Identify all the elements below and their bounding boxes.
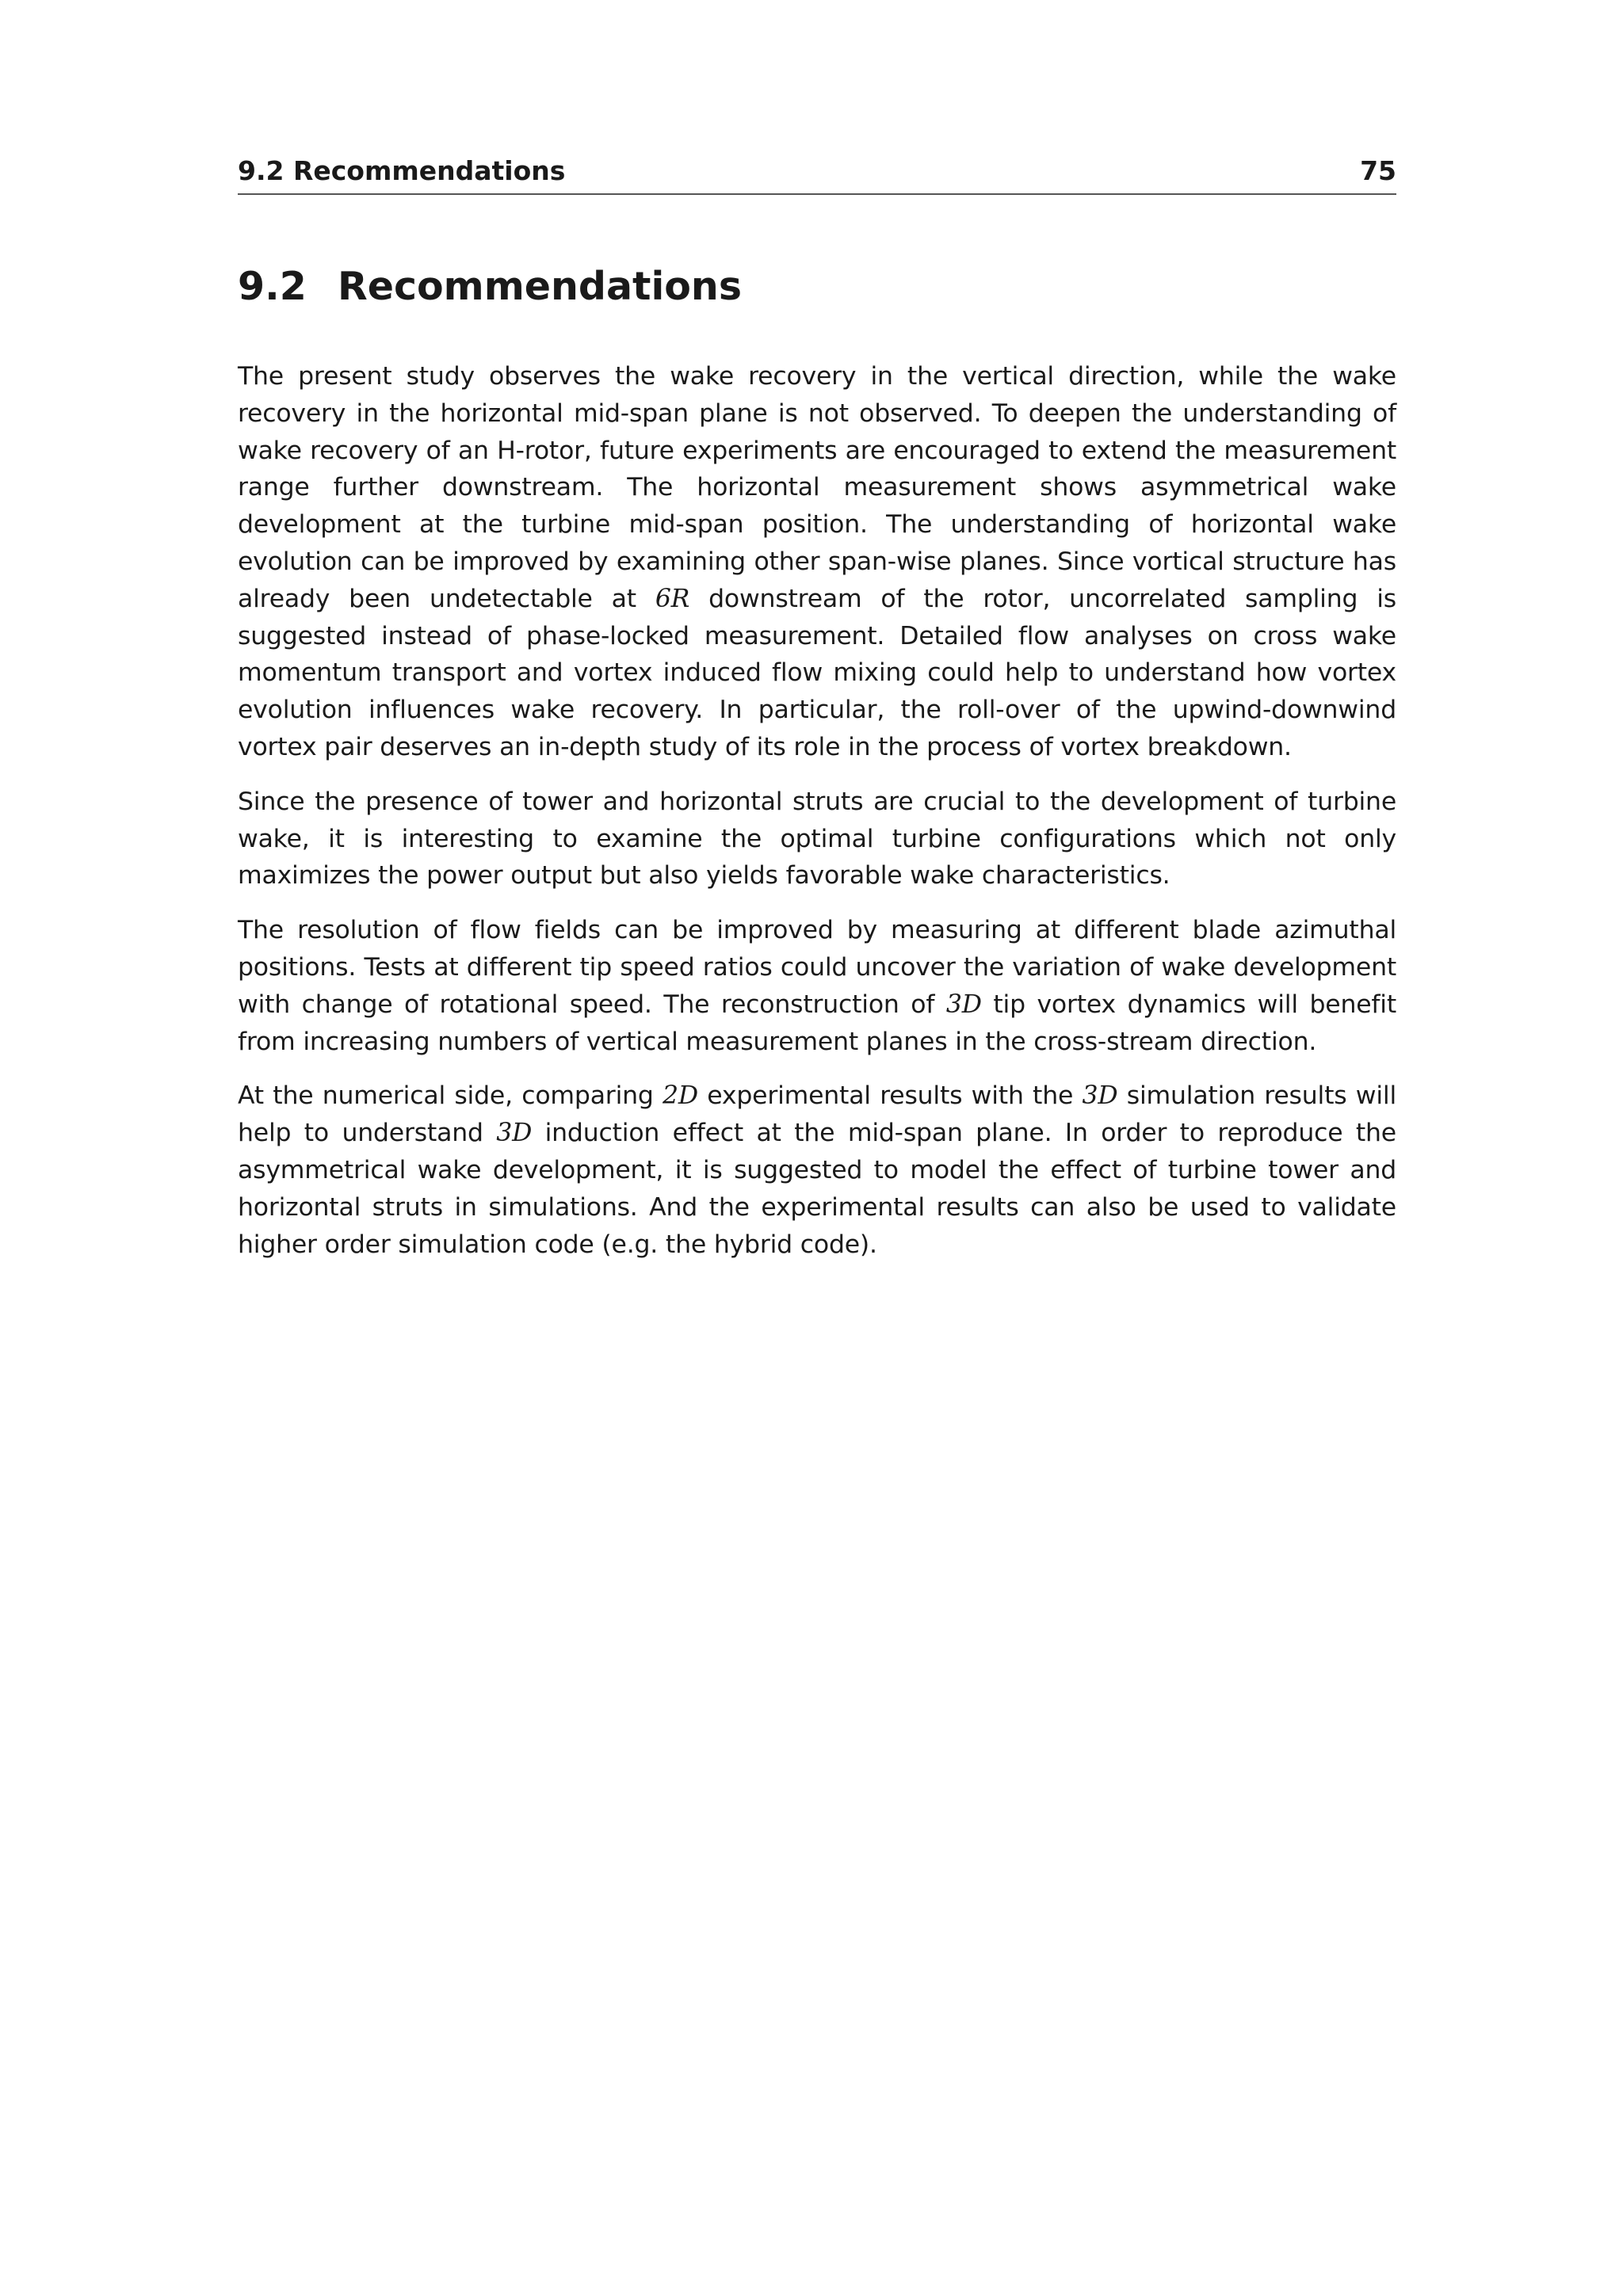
paragraph-1 [238, 358, 1396, 766]
paragraph-4-text-b: experimental results with the [697, 1081, 1083, 1111]
math-3d: 3D [1082, 1081, 1118, 1111]
paragraph-4-text-a: At the numerical side, comparing [238, 1081, 663, 1111]
paragraph-3 [238, 912, 1396, 1060]
paragraph-1-text-a: The present study observes the wake recovery in the vertical direction, while the wake recovery in the horizontal mid-span plane is not observed. To deepen the understanding of wake recovery of an H-rotor, future experiments are encouraged to extend the measurement range further downstream. The horizontal measurement shows asymmetrical wake development at the turbine mid-span position. The understanding of horizontal wake evolution can be improved by examining other span-wise planes. Since vortical structure has already been undetectable at [238, 362, 1396, 613]
body-text [238, 358, 1396, 1263]
page-number: 75 [1360, 155, 1396, 186]
paragraph-2 [238, 784, 1396, 894]
paragraph-4-text-d: induction effect at the mid-span plane. In order to reproduce the asymmetrical wake development, it is suggested to model the effect of turbine tower and horizontal struts in simulations. And the experimental results can also be used to validate higher order simulation code (e.g. the hybrid code). [238, 1119, 1396, 1259]
math-2d: 2D [663, 1081, 698, 1111]
paragraph-4 [238, 1077, 1396, 1263]
page [238, 155, 1396, 1280]
paragraph-3-text-a: The resolution of flow fields can be improved by measuring at different blade azimuthal positions. Tests at different tip speed ratios could uncover the variation of wake development with change of rotational speed. The reconstruction of [238, 916, 1396, 1019]
paragraph-4-text-c: simulation results will help to understand [238, 1081, 1396, 1148]
paragraph-1-text-b: downstream of the rotor, uncorrelated sampling is suggested instead of phase-locked measurement. Detailed flow analyses on cross wake momentum transport and vortex induced flow mixing could help to understand how vortex evolution influences wake recovery. In particular, the roll-over of the upwind-downwind vortex pair deserves an in-depth study of its role in the process of vortex breakdown. [238, 584, 1396, 761]
paragraph-2-text: Since the presence of tower and horizontal struts are crucial to the development of turbine wake, it is interesting to examine the optimal turbine configurations which not only maximizes the power output but also yields favorable wake characteristics. [238, 787, 1396, 891]
running-header [238, 155, 1396, 195]
section-number: 9.2 [238, 264, 307, 309]
running-header-title: 9.2 Recommendations [238, 155, 566, 186]
section-heading [238, 263, 1396, 311]
math-6r: 6R [655, 584, 690, 613]
section-title: Recommendations [338, 264, 742, 309]
paragraph-3-text-b: tip vortex dynamics will benefit from increasing numbers of vertical measurement planes in the cross-stream direction. [238, 990, 1397, 1056]
math-3d: 3D [496, 1119, 533, 1148]
math-3d: 3D [945, 990, 982, 1019]
